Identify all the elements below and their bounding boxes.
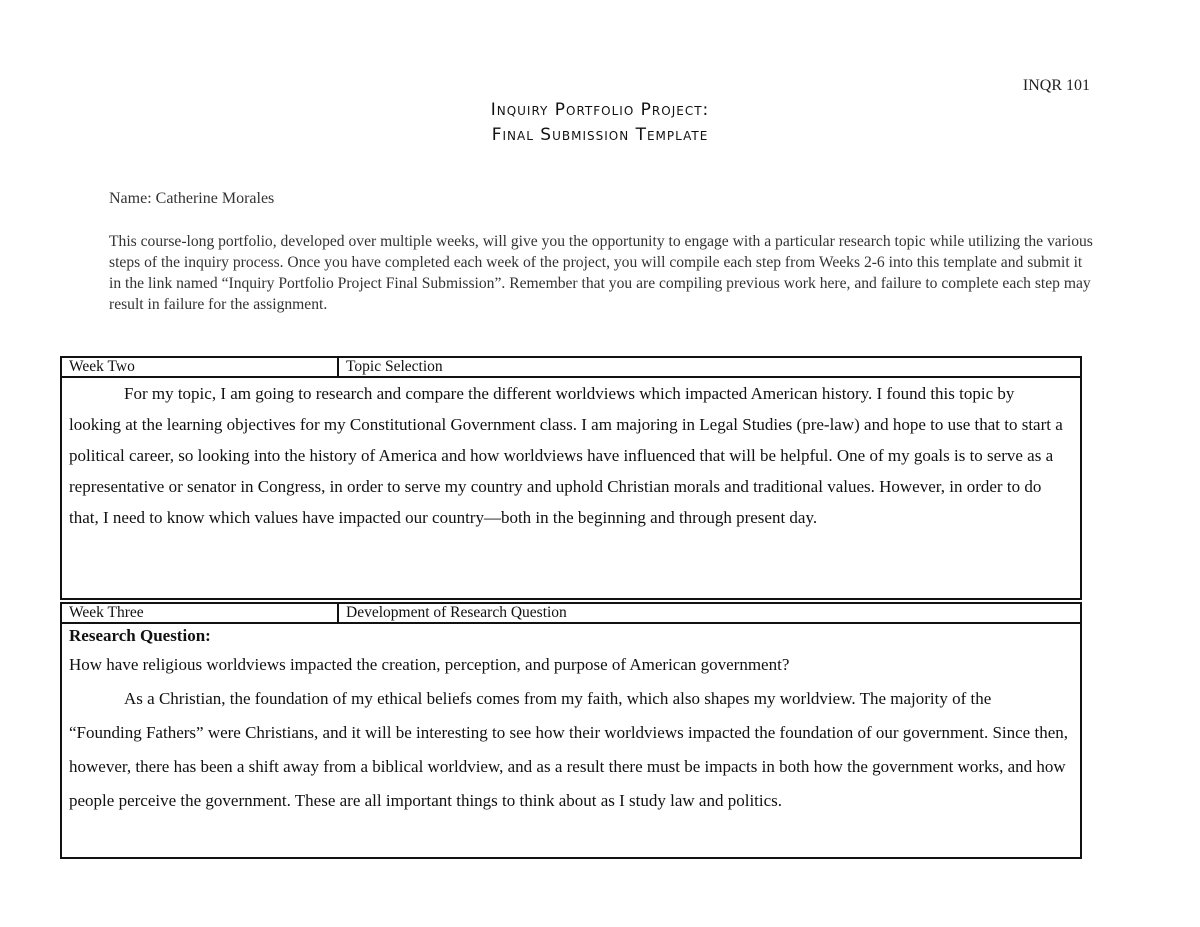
table-header-row	[61, 357, 1081, 377]
student-name: Name: Catherine Morales	[109, 190, 275, 207]
intro-paragraph: This course-long portfolio, developed over multiple weeks, will give you the opportunity to engage with a particular research topic while utilizing the various steps of the inquiry process. Once you have completed each week of the project, you will compile each step from Weeks 2-6 into this template and submit it in the link named “Inquiry Portfolio Project Final Submission”. Remember that you are compiling previous work here, and failure to complete each step may result in failure for the assignment.	[109, 233, 1093, 313]
research-question-rationale: As a Christian, the foundation of my ethical beliefs comes from my faith, which also shapes my worldview. The majority of the “Founding Fathers” were Christians, and it will be interesting to see how their worldviews impacted the foundation of our government. Since then, however, there has been a shift away from a biblical worldview, and as a result there must be impacts in both how the government works, and how people perceive the government. These are all important things to think about as I study law and politics.	[69, 689, 1068, 810]
week-label: Week Three	[61, 603, 338, 623]
step-label: Development of Research Question	[338, 603, 1081, 623]
table-body-row	[61, 377, 1081, 599]
title-line-1: Inquiry Portfolio Project:	[490, 100, 710, 120]
research-question-text: How have religious worldviews impacted the creation, perception, and purpose of American government?	[69, 655, 790, 674]
topic-selection-text: For my topic, I am going to research and compare the different worldviews which impacted American history. I found this topic by looking at the learning objectives for my Constitutional Government class. I am majoring in Legal Studies (pre-law) and hope to use that to start a political career, so looking into the history of America and how worldviews have influenced that will be helpful. One of my goals is to serve as a representative or senator in Congress, in order to serve my country and uphold Christian morals and traditional values. However, in order to do that, I need to know which values have impacted our country—both in the beginning and through present day.	[69, 384, 1063, 527]
research-question-label: Research Question:	[69, 626, 211, 645]
title-line-2: Final Submission Template	[491, 125, 709, 145]
week-two-table	[60, 356, 1082, 600]
week-three-table	[60, 602, 1082, 859]
table-body-row	[61, 623, 1081, 858]
topic-selection-cell	[61, 377, 1081, 599]
document-title	[0, 98, 1200, 148]
step-label: Topic Selection	[338, 357, 1081, 377]
week-label: Week Two	[61, 357, 338, 377]
table-header-row	[61, 603, 1081, 623]
research-question-cell	[61, 623, 1081, 858]
course-code: INQR 101	[1022, 77, 1090, 94]
